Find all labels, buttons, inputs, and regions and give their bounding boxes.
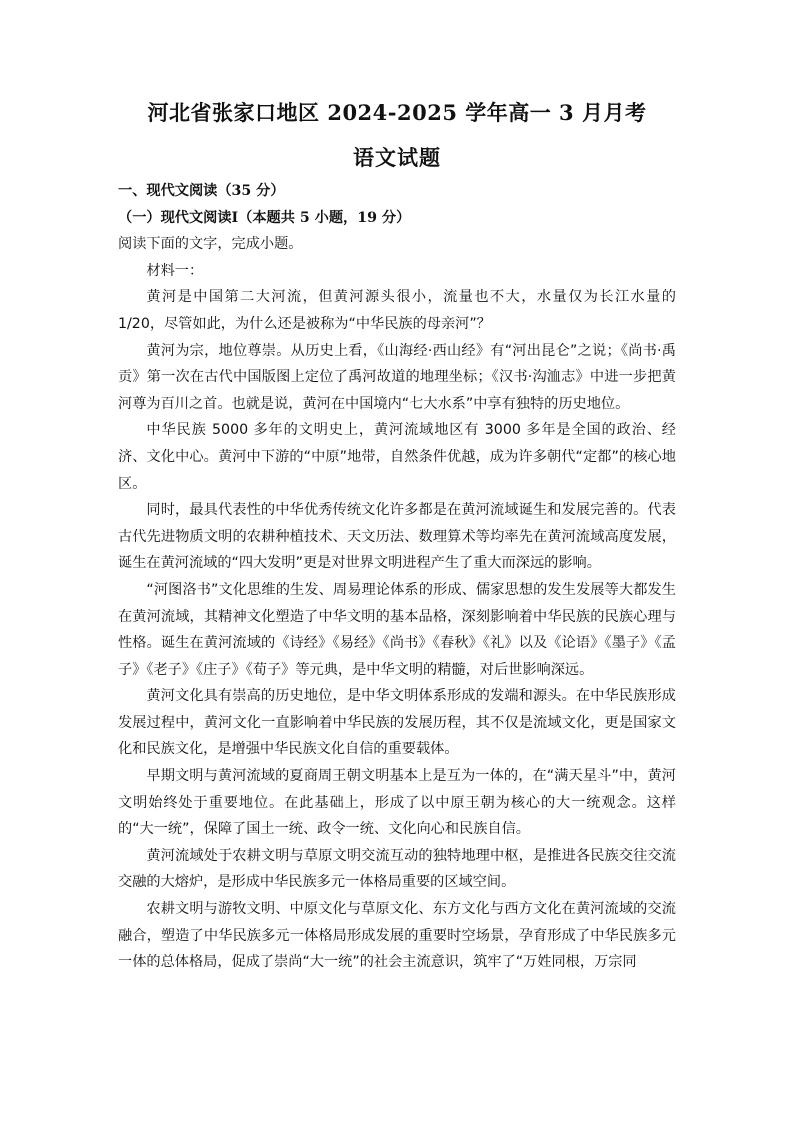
paragraph: 黄河为宗，地位尊崇。从历史上看，《山海经·西山经》有“河出昆仑”之说；《尚书·禹贡》第一次在古代中国版图上定位了禹河故道的地理坐标；《汉书·沟洫志》中进一步把黄河尊为百川之首。也就是说，黄河在中国境内“七大水系”中享有独特的历史地位。 [118, 342, 676, 412]
instruction-text: 阅读下面的文字，完成小题。 [118, 236, 303, 253]
document-subtitle: 语文试题 [353, 145, 441, 170]
paragraph: 中华民族 5000 多年的文明史上，黄河流域地区有 3000 多年是全国的政治、经济、文化中心。黄河中下游的“中原”地带，自然条件优越，成为许多朝代“定都”的核心地区。 [118, 422, 676, 492]
paragraph: 早期文明与黄河流域的夏商周王朝文明基本上是互为一体的，在“满天星斗”中，黄河文明始终处于重要地位。在此基础上，形成了以中原王朝为核心的大一统观念。这样的“大一统”，保障了国土一统、政令一统、文化向心和民族自信。 [118, 768, 676, 838]
section-subheading: （一）现代文阅读Ⅰ（本题共 5 小题，19 分） [118, 209, 411, 226]
document-body [118, 178, 676, 976]
paragraph: 黄河是中国第二大河流，但黄河源头很小，流量也不大，水量仅为长江水量的 1/20，尽管如此，为什么还是被称为“中华民族的母亲河”？ [118, 289, 676, 332]
paragraph: 黄河文化具有崇高的历史地位，是中华文明体系形成的发端和源头。在中华民族形成发展过程中，黄河文化一直影响着中华民族的发展历程，其不仅是流域文化，更是国家文化和民族文化，是增强中华民族文化自信的重要载体。 [118, 688, 676, 758]
section-heading: 一、现代文阅读（35 分） [118, 183, 285, 199]
paragraph: 同时，最具代表性的中华优秀传统文化许多都是在黄河流域诞生和发展完善的。代表古代先进物质文明的农耕种植技术、天文历法、数理算术等均率先在黄河流域高度发展，诞生在黄河流域的“四大发明”更是对世界文明进程产生了重大而深远的影响。 [118, 502, 676, 572]
paragraph: “河图洛书”文化思维的生发、周易理论体系的形成、儒家思想的发生发展等大都发生在黄河流域，其精神文化塑造了中华文明的基本品格，深刻影响着中华民族的民族心理与性格。诞生在黄河流域的《诗经》《易经》《尚书》《春秋》《礼》以及《论语》《墨子》《孟子》《老子》《庄子》《荀子》等元典，是中华文明的精髓，对后世影响深远。 [118, 581, 676, 678]
material-label: 材料一： [146, 262, 204, 279]
paragraph: 黄河流域处于农耕文明与草原文明交流互动的独特地理中枢，是推进各民族交往交流交融的大熔炉，是形成中华民族多元一体格局重要的区域空间。 [118, 847, 676, 891]
paragraph: 农耕文明与游牧文明、中原文化与草原文化、东方文化与西方文化在黄河流域的交流融合，塑造了中华民族多元一体格局形成发展的重要时空场景，孕育形成了中华民族多元一体的总体格局，促成了崇尚“大一统”的社会主流意识，筑牢了“万姓同根，万宗同 [118, 901, 676, 971]
document-title: 河北省张家口地区 2024-2025 学年高一 3 月月考 [147, 100, 647, 125]
